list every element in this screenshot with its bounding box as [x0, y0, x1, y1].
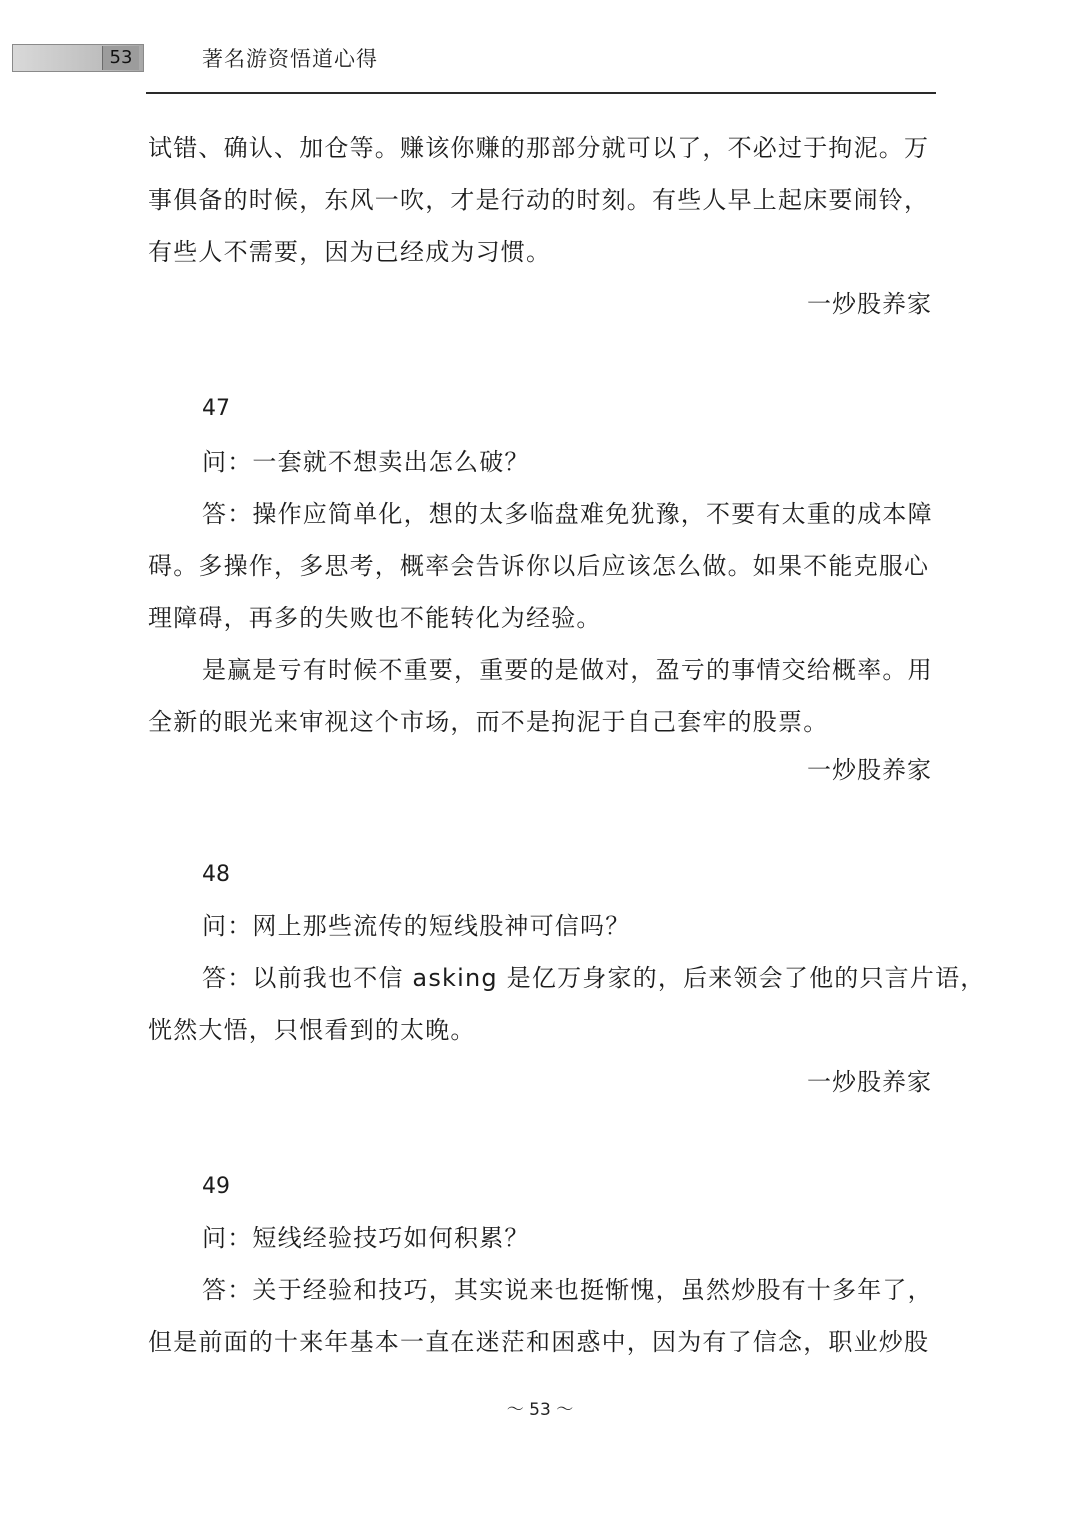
- answer-line: 答：以前我也不信 asking 是亿万身家的，后来领会了他的只言片语，: [202, 964, 986, 992]
- intro-paragraph: [148, 122, 929, 278]
- section-48-question: [202, 900, 630, 952]
- section-number-49: 49: [202, 1174, 230, 1199]
- footer-page-number: ～ 53 ～: [506, 1400, 574, 1420]
- intro-line: 事俱备的时候，东风一吹，才是行动的时刻。有些人早上起床要闹铃，: [148, 186, 930, 214]
- header-title: 著名游资悟道心得: [202, 47, 378, 71]
- extra-line: 是赢是亏有时候不重要，重要的是做对，盈亏的事情交给概率。用: [202, 656, 933, 684]
- section-48-answer: [202, 952, 985, 1004]
- section-49-answer-cont: [148, 1316, 929, 1368]
- section-number-47: 47: [202, 396, 230, 421]
- section-48-answer-cont: [148, 1004, 476, 1056]
- answer-line: 恍然大悟，只恨看到的太晚。: [148, 1016, 476, 1044]
- question-line: 问：网上那些流传的短线股神可信吗？: [202, 912, 631, 940]
- section-47-question: [202, 436, 530, 488]
- answer-line: 但是前面的十来年基本一直在迷茫和困惑中，因为有了信念，职业炒股: [148, 1328, 930, 1356]
- intro-attribution: 一炒股养家: [807, 290, 932, 318]
- answer-line: 答：关于经验和技巧，其实说来也挺惭愧，虽然炒股有十多年了，: [202, 1276, 933, 1304]
- section-49-answer: [202, 1264, 933, 1316]
- intro-line: 试错、确认、加仓等。赚该你赚的那部分就可以了，不必过于拘泥。万: [148, 134, 930, 162]
- question-line: 问：一套就不想卖出怎么破？: [202, 448, 530, 476]
- section-48-attribution: 一炒股养家: [807, 1068, 932, 1096]
- section-47-extra: [202, 644, 933, 696]
- intro-line: 有些人不需要，因为已经成为习惯。: [148, 238, 552, 266]
- section-47-attribution: 一炒股养家: [807, 756, 932, 784]
- section-47-answer-cont: [148, 540, 929, 644]
- answer-line: 理障碍，再多的失败也不能转化为经验。: [148, 604, 602, 632]
- question-line: 问：短线经验技巧如何积累？: [202, 1224, 530, 1252]
- extra-line: 全新的眼光来审视这个市场，而不是拘泥于自己套牢的股票。: [148, 708, 829, 736]
- section-49-question: [202, 1212, 530, 1264]
- header-page-number: 53: [102, 46, 139, 70]
- answer-line: 答：操作应简单化，想的太多临盘难免犹豫，不要有太重的成本障: [202, 500, 933, 528]
- section-47-answer: [148, 488, 933, 540]
- answer-line: 碍。多操作，多思考，概率会告诉你以后应该怎么做。如果不能克服心: [148, 552, 930, 580]
- section-47-extra-cont: [148, 696, 828, 748]
- header-divider: [146, 92, 936, 94]
- header-page-tab: [12, 44, 144, 72]
- section-number-48: 48: [202, 862, 230, 887]
